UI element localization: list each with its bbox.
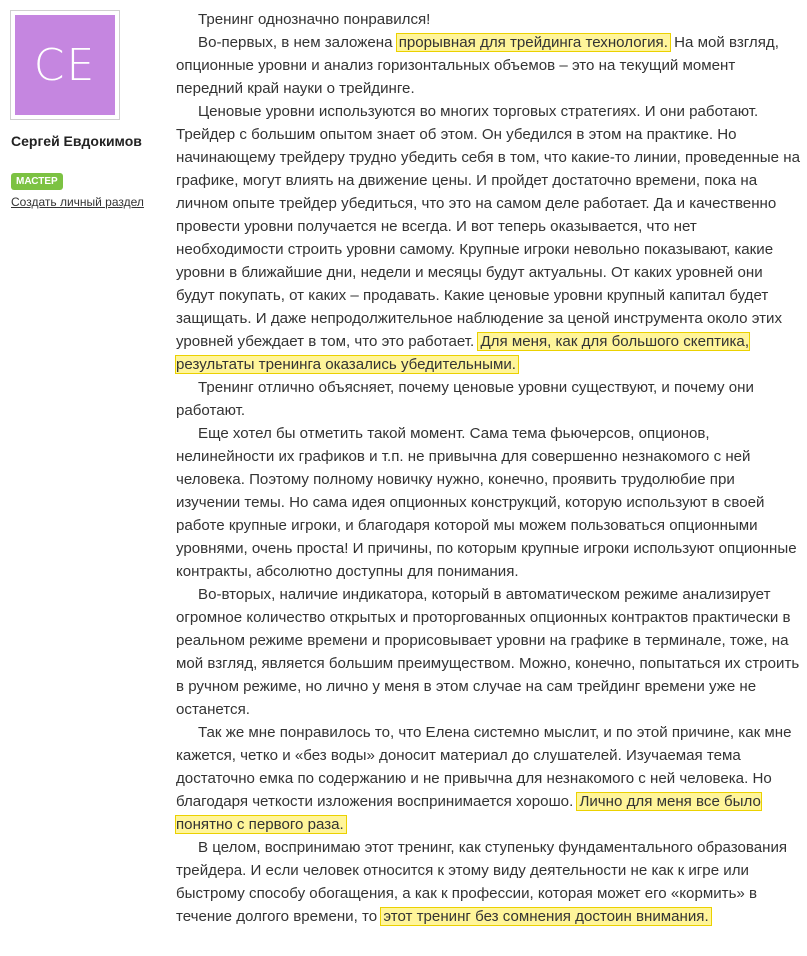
review-paragraph-3 xyxy=(176,100,801,376)
review-paragraph-2 xyxy=(176,31,801,100)
review-paragraph-7 xyxy=(176,721,801,836)
paragraph-text: Ценовые уровни используются во многих торговых стратегиях. И они работают. Трейдер с большим опытом знает об этом. Он убедился в этом на практике. Но начинающему трейдеру трудно убедить себя в том, что какие-то линии, проведенные на графике, могут влиять на движение цены. И пройдет достаточно времени, пока на личном опыте трейдер убедиться, что это на самом деле работает. Да и качественно провести уровни получается не всегда. И вот теперь оказывается, что нет необходимости строить уровни самому. Крупные игроки невольно показывают, какие уровни в ближайшие дни, недели и месяцы будут актуальны. От каких уровней они будут покупать, от каких – продавать. Какие ценовые уровни крупный капитал будет защищать. И даже непродолжительное наблюдение за ценой инструмента около этих уровней убеждает в том, что это работает. xyxy=(176,103,800,350)
review-paragraph-4: Тренинг отлично объясняет, почему ценовые уровни существуют, и почему они работают. xyxy=(176,379,754,419)
user-name[interactable]: Сергей Евдокимов xyxy=(11,133,142,149)
highlighted-text: прорывная для трейдинга технология. xyxy=(398,34,668,51)
highlighted-text: этот тренинг без сомнения достоин внимания. xyxy=(383,908,709,925)
review-paragraph-1: Тренинг однозначно понравился! xyxy=(198,11,431,28)
highlighted-text: Для меня, как для большого скептика, результаты тренинга оказались убедительными. xyxy=(176,333,750,373)
review-paragraph-5: Еще хотел бы отметить такой момент. Сама тема фьючерсов, опционов, нелинейности их графиков и т.п. не привычна для совершенно незнакомого с ней человека. Поэтому полному новичку нужно, конечно, проявить трудолюбие при изучении темы. Но сама идея опционных конструкций, которую используют в своей работе крупные игроки, и благодаря которой мы можем пользоваться опционными уровнями, очень проста! И причины, по которым крупные игроки используют опционные контракты, абсолютно доступны для понимания. xyxy=(176,425,797,580)
avatar-frame[interactable] xyxy=(10,10,120,120)
review-text xyxy=(176,8,801,928)
paragraph-text: Во-первых, в нем заложена xyxy=(198,34,397,51)
avatar[interactable]: CE xyxy=(15,15,115,115)
paragraph-text: Так же мне понравилось то, что Елена системно мыслит, и по этой причине, как мне кажется, четко и «без воды» доносит материал до слушателей. Изучаемая тема достаточно емка по содержанию и не привычна для незнакомого с ней человека. Но благодаря четкости изложения воспринимается хорошо. xyxy=(176,724,792,810)
review-paragraph-6: Во-вторых, наличие индикатора, который в автоматическом режиме анализирует огромное количество открытых и проторгованных опционных контрактов практически в реальном режиме времени и прорисовывает уровни на графике в терминале, тоже, на мой взгляд, является большим преимуществом. Можно, конечно, попытаться их строить в ручном режиме, но лично у меня в этом случае на сам трейдинг времени уже не останется. xyxy=(176,586,800,718)
review-paragraph-8 xyxy=(176,836,801,928)
paragraph-text: На мой взгляд, опционные уровни и анализ горизонтальных объемов – это на текущий момент передний край науки о трейдинге. xyxy=(176,34,779,97)
user-rank-badge: МАСТЕР xyxy=(11,173,63,190)
paragraph-text: В целом, воспринимаю этот тренинг, как ступеньку фундаментального образования трейдера. И если человек относится к этому виду деятельности не как к игре или быстрому способу обогащения, а как к профессии, которая может его «кормить» в течение долгого времени, то xyxy=(176,839,788,925)
create-personal-section-link[interactable]: Создать личный раздел xyxy=(11,195,144,209)
highlighted-text: Лично для меня все было понятно с первого раза. xyxy=(176,793,761,833)
